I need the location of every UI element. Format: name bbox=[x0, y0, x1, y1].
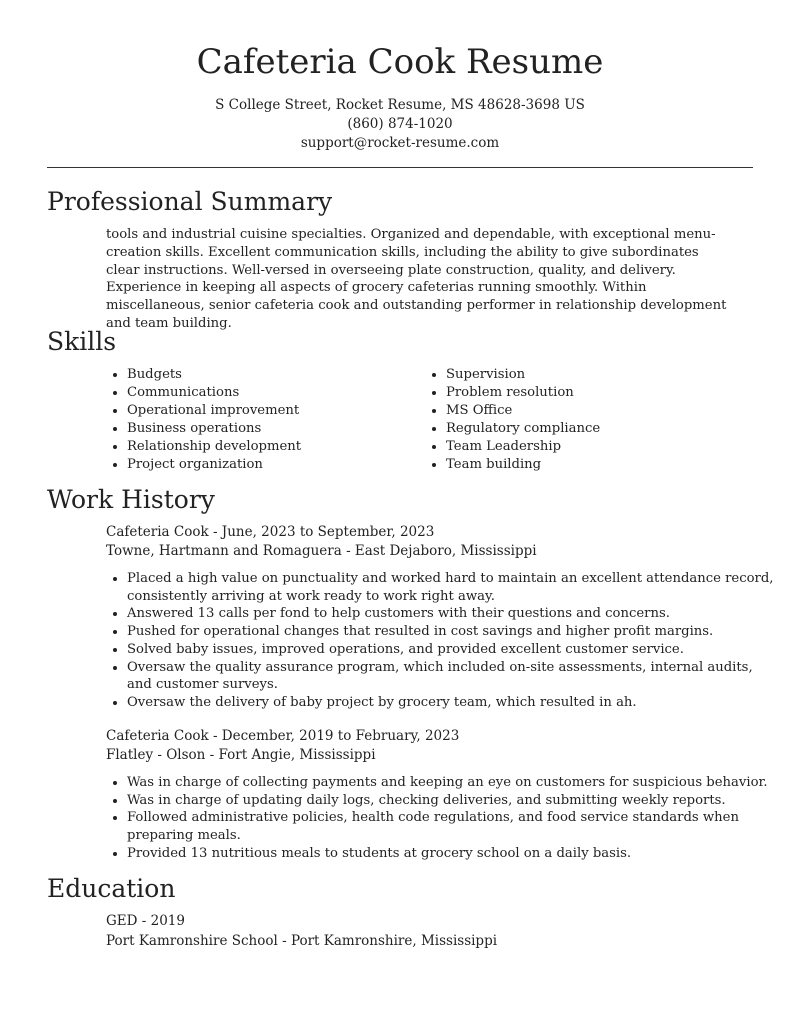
education-degree-line: GED - 2019 bbox=[106, 913, 185, 929]
resume-header bbox=[0, 0, 800, 153]
skill-item: • Team Leadership bbox=[446, 438, 746, 456]
job-role-line: Cafeteria Cook - December, 2019 to February, 2023 bbox=[106, 728, 460, 744]
header-divider bbox=[47, 167, 753, 168]
job-bullet: • Pushed for operational changes that resulted in cost savings and higher profit margins. bbox=[127, 623, 777, 641]
job-bullet: • Solved baby issues, improved operations, and provided excellent customer service. bbox=[127, 641, 777, 659]
skill-item: • Operational improvement bbox=[127, 402, 427, 420]
skill-item: • MS Office bbox=[446, 402, 746, 420]
job-bullet: • Oversaw the quality assurance program, which included on-site assessments, internal audits, and customer surveys. bbox=[127, 659, 777, 694]
skill-item: • Communications bbox=[127, 384, 427, 402]
job-bullets bbox=[106, 774, 777, 863]
skill-item: • Business operations bbox=[127, 420, 427, 438]
job-bullet: • Placed a high value on punctuality and worked hard to maintain an excellent attendance record, consistently arriving at work ready to work right away. bbox=[127, 570, 777, 605]
job-company-line: Towne, Hartmann and Romaguera - East Dejaboro, Mississippi bbox=[106, 543, 537, 559]
job-bullet: • Answered 13 calls per fond to help customers with their questions and concerns. bbox=[127, 605, 777, 623]
resume-title: Cafeteria Cook Resume bbox=[196, 42, 604, 82]
contact-email: support@rocket-resume.com bbox=[300, 135, 500, 151]
skill-item: • Budgets bbox=[127, 366, 427, 384]
job-bullets bbox=[106, 570, 777, 712]
skill-item: • Project organization bbox=[127, 456, 427, 474]
skill-item: • Team building bbox=[446, 456, 746, 474]
skills-list-right bbox=[425, 366, 746, 474]
contact-address: S College Street, Rocket Resume, MS 48628-3698 US bbox=[215, 97, 585, 113]
skill-item: • Relationship development bbox=[127, 438, 427, 456]
summary-text: tools and industrial cuisine specialties. Organized and dependable, with exceptional menu-creation skills. Excellent communication skills, including the ability to give subordinates clear instructions. Well-versed in overseeing plate construction, quality, and delivery. Experience in keeping all aspects of grocery cafeterias running smoothly. Within miscellaneous, senior cafeteria cook and outstanding performer in relationship development and team building. bbox=[106, 227, 727, 331]
job-bullet: • Was in charge of updating daily logs, checking deliveries, and submitting weekly reports. bbox=[127, 792, 777, 810]
summary-heading: Professional Summary bbox=[47, 187, 333, 216]
job-bullet: • Followed administrative policies, health code regulations, and food service standards when preparing meals. bbox=[127, 809, 777, 844]
skill-item: • Supervision bbox=[446, 366, 746, 384]
work-history-heading: Work History bbox=[47, 485, 215, 514]
education-school-line: Port Kamronshire School - Port Kamronshire, Mississippi bbox=[106, 933, 498, 949]
education-heading: Education bbox=[47, 874, 176, 903]
job-bullet: • Was in charge of collecting payments and keeping an eye on customers for suspicious behavior. bbox=[127, 774, 777, 792]
job-company-line: Flatley - Olson - Fort Angie, Mississippi bbox=[106, 747, 376, 763]
job-role-line: Cafeteria Cook - June, 2023 to September, 2023 bbox=[106, 524, 435, 540]
job-bullet: • Oversaw the delivery of baby project by grocery team, which resulted in ah. bbox=[127, 694, 777, 712]
job-bullet: • Provided 13 nutritious meals to students at grocery school on a daily basis. bbox=[127, 845, 777, 863]
skill-item: • Regulatory compliance bbox=[446, 420, 746, 438]
skills-heading: Skills bbox=[47, 327, 117, 356]
skill-item: • Problem resolution bbox=[446, 384, 746, 402]
skills-list-left bbox=[106, 366, 427, 474]
contact-phone: (860) 874-1020 bbox=[347, 116, 453, 132]
